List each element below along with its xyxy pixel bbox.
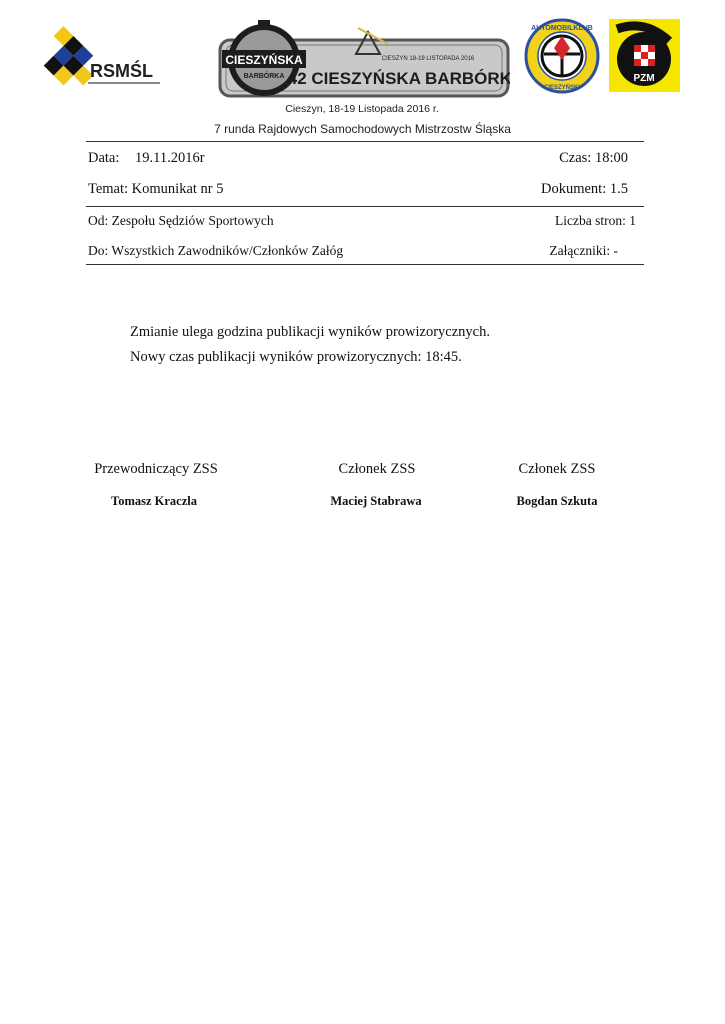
page-count: Liczba stron: 1 [555, 213, 636, 228]
subject-value: Temat: Komunikat nr 5 [88, 181, 224, 197]
plate-main-title: 42 CIESZYŃSKA BARBÓRKA [287, 69, 510, 88]
plate-date: CIESZYN 18-19 LISTOPADA 2016 [381, 56, 475, 62]
rsmsl-logo [42, 22, 164, 96]
event-date: Cieszyn, 18-19 Listopada 2016 r. [285, 103, 439, 115]
pzm-logo-text: PZM [633, 73, 655, 84]
rally-plate-logo [218, 18, 510, 100]
to-row [88, 243, 632, 259]
date-value: 19.11.2016r [135, 150, 205, 166]
divider [86, 141, 644, 142]
date-label: Data: [88, 150, 120, 166]
signature-title: Członek ZSS [338, 461, 416, 477]
divider [86, 264, 644, 265]
amk-logo-sub: CIESZYŃSKI [543, 85, 581, 91]
signature-name: Maciej Stabrawa [330, 494, 422, 508]
time-value: Czas: 18:00 [559, 150, 628, 166]
automobilklub-logo [524, 18, 600, 94]
pzm-logo [609, 19, 680, 92]
date-row [88, 150, 632, 167]
attachments: Załączniki: - [549, 243, 618, 258]
plate-left-text: CIESZYŃSKA [225, 53, 303, 67]
round-line: 7 runda Rajdowych Samochodowych Mistrzostw Śląska [214, 122, 511, 136]
subject-row [88, 181, 632, 198]
signature-name: Bogdan Szkuta [516, 494, 598, 508]
body-line-2: Nowy czas publikacji wyników prowizorycznych: 18:45. [130, 349, 462, 365]
signature-title: Przewodniczący ZSS [94, 461, 218, 477]
document-number: Dokument: 1.5 [541, 181, 628, 197]
signature-name: Tomasz Kraczla [111, 494, 197, 508]
plate-left-sub: BARBÓRKA [243, 73, 285, 80]
body-line-1: Zmianie ulega godzina publikacji wyników prowizorycznych. [130, 324, 490, 340]
from-row [88, 213, 636, 229]
from-value: Od: Zespołu Sędziów Sportowych [88, 213, 274, 228]
to-value: Do: Wszystkich Zawodników/Członków Załóg [88, 243, 344, 258]
rsmsl-logo-text: RSMŚL [90, 61, 153, 81]
amk-logo-text: AUTOMOBILKLUB [531, 25, 593, 32]
divider [86, 206, 644, 207]
signature-title: Członek ZSS [518, 461, 596, 477]
